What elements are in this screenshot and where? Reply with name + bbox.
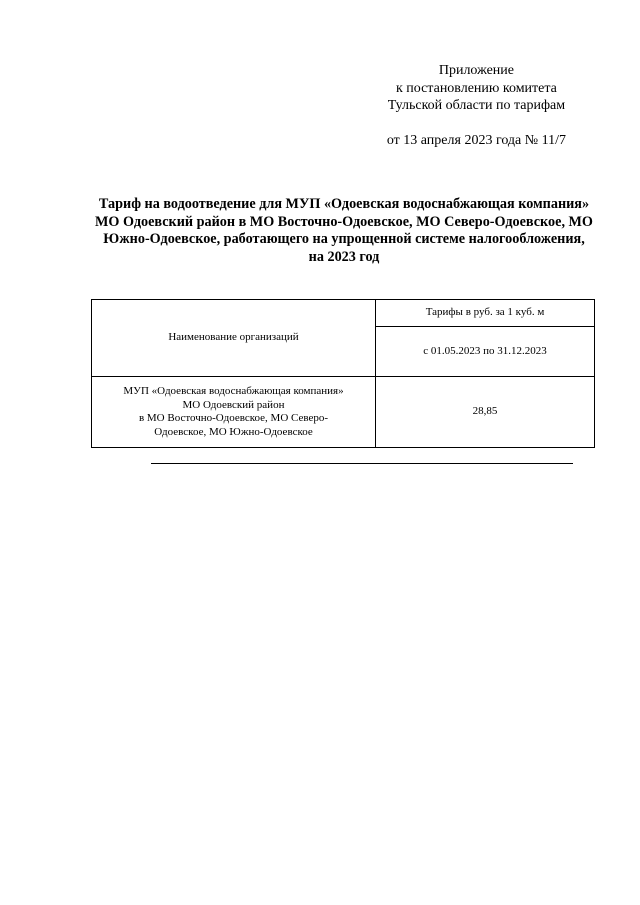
header-tariff-unit: Тарифы в руб. за 1 куб. м <box>376 300 595 327</box>
tariff-table <box>91 299 595 448</box>
table-header-row <box>92 300 595 327</box>
header-organization-name: Наименование организаций <box>92 300 376 377</box>
appendix-label: Приложение <box>438 63 514 78</box>
organization-name-line: МУП «Одоевская водоснабжающая компания» <box>123 385 344 397</box>
appendix-date: от 13 апреля 2023 года № 11/7 <box>386 132 566 148</box>
organization-municipalities-line-2: Одоевское, МО Южно-Одоевское <box>154 425 313 438</box>
document-title: Тариф на водоотведение для МУП «Одоевская водоснабжающая компания» МО Одоевский район в МО Восточно-Одоевское, МО Северо-Одоевское, МО Южно-Одоевское, работающего на упрощенной системе налогообложения, на 2023 год <box>95 196 593 265</box>
appendix-block <box>387 62 566 149</box>
tariff-value-cell: 28,85 <box>376 377 595 448</box>
table-row <box>92 377 595 448</box>
header-period: с 01.05.2023 по 31.12.2023 <box>376 327 595 377</box>
organization-district-line: МО Одоевский район <box>182 398 285 411</box>
appendix-resolution: к постановлению комитета <box>395 80 557 96</box>
organization-cell <box>92 377 376 448</box>
organization-municipalities-line: в МО Восточно-Одоевское, МО Северо- <box>138 412 329 424</box>
appendix-committee: Тульской области по тарифам <box>387 98 566 113</box>
end-divider <box>151 463 573 464</box>
